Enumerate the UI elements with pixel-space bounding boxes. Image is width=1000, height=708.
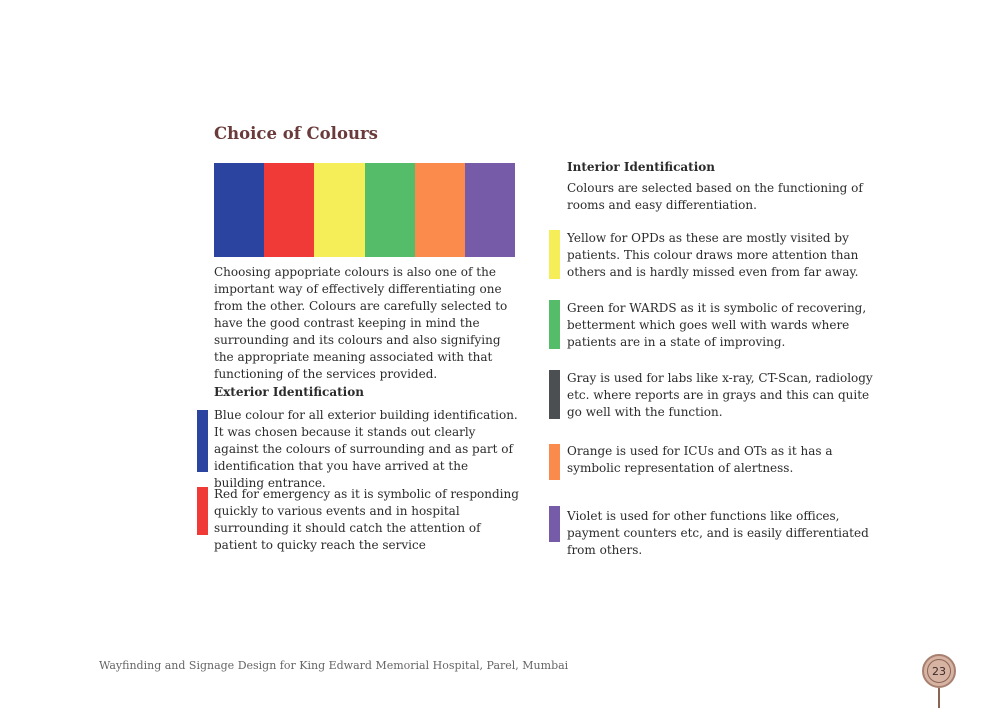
interior-heading: Interior Identification bbox=[567, 160, 716, 174]
swatch-red bbox=[264, 163, 314, 257]
interior-yellow-text: Yellow for OPDs as these are mostly visited by patients. This colour draws more attention than others and is hardly missed even from far away. bbox=[567, 231, 859, 279]
interior-yellow-bar bbox=[549, 230, 560, 279]
interior-green-bar bbox=[549, 300, 560, 349]
colour-palette bbox=[214, 163, 515, 257]
swatch-blue bbox=[214, 163, 264, 257]
swatch-orange bbox=[415, 163, 465, 257]
interior-gray-text: Gray is used for labs like x-ray, CT-Scan, radiology etc. where reports are in grays and this can quite go well with the function. bbox=[567, 371, 873, 419]
exterior-red-bar bbox=[197, 487, 208, 535]
interior-orange-bar bbox=[549, 444, 560, 480]
exterior-blue-bar bbox=[197, 410, 208, 472]
footer-text: Wayfinding and Signage Design for King Edward Memorial Hospital, Parel, Mumbai bbox=[99, 659, 569, 672]
interior-violet-bar bbox=[549, 506, 560, 542]
swatch-yellow bbox=[314, 163, 364, 257]
swatch-violet bbox=[465, 163, 515, 257]
interior-violet-text: Violet is used for other functions like offices, payment counters etc, and is easily differentiated from others. bbox=[567, 509, 869, 557]
swatch-green bbox=[365, 163, 415, 257]
exterior-blue-text: Blue colour for all exterior building identification. It was chosen because it stands out clearly against the colours of surrounding and as part of identification that you have arrived at the building entrance. bbox=[214, 408, 518, 490]
page-title: Choice of Colours bbox=[214, 124, 378, 143]
page-number-badge bbox=[922, 654, 956, 688]
page-number: 23 bbox=[927, 659, 951, 683]
interior-gray-bar bbox=[549, 370, 560, 419]
intro-paragraph: Choosing appopriate colours is also one of the important way of effectively differentiating one from the other. Colours are carefully selected to have the good contrast keeping in mind the surrounding and its colours and also signifying the appropriate meaning associated with that functioning of the services provided. bbox=[214, 265, 508, 381]
interior-green-text: Green for WARDS as it is symbolic of recovering, betterment which goes well with wards where patients are in a state of improving. bbox=[567, 301, 867, 349]
interior-orange-text: Orange is used for ICUs and OTs as it has a symbolic representation of alertness. bbox=[567, 444, 833, 475]
exterior-red-text: Red for emergency as it is symbolic of responding quickly to various events and in hospital surrounding it should catch the attention of patient to quicky reach the service bbox=[214, 487, 519, 552]
exterior-heading: Exterior Identification bbox=[214, 385, 364, 399]
interior-intro: Colours are selected based on the functioning of rooms and easy differentiation. bbox=[567, 181, 863, 212]
page-badge-stem bbox=[938, 688, 940, 708]
